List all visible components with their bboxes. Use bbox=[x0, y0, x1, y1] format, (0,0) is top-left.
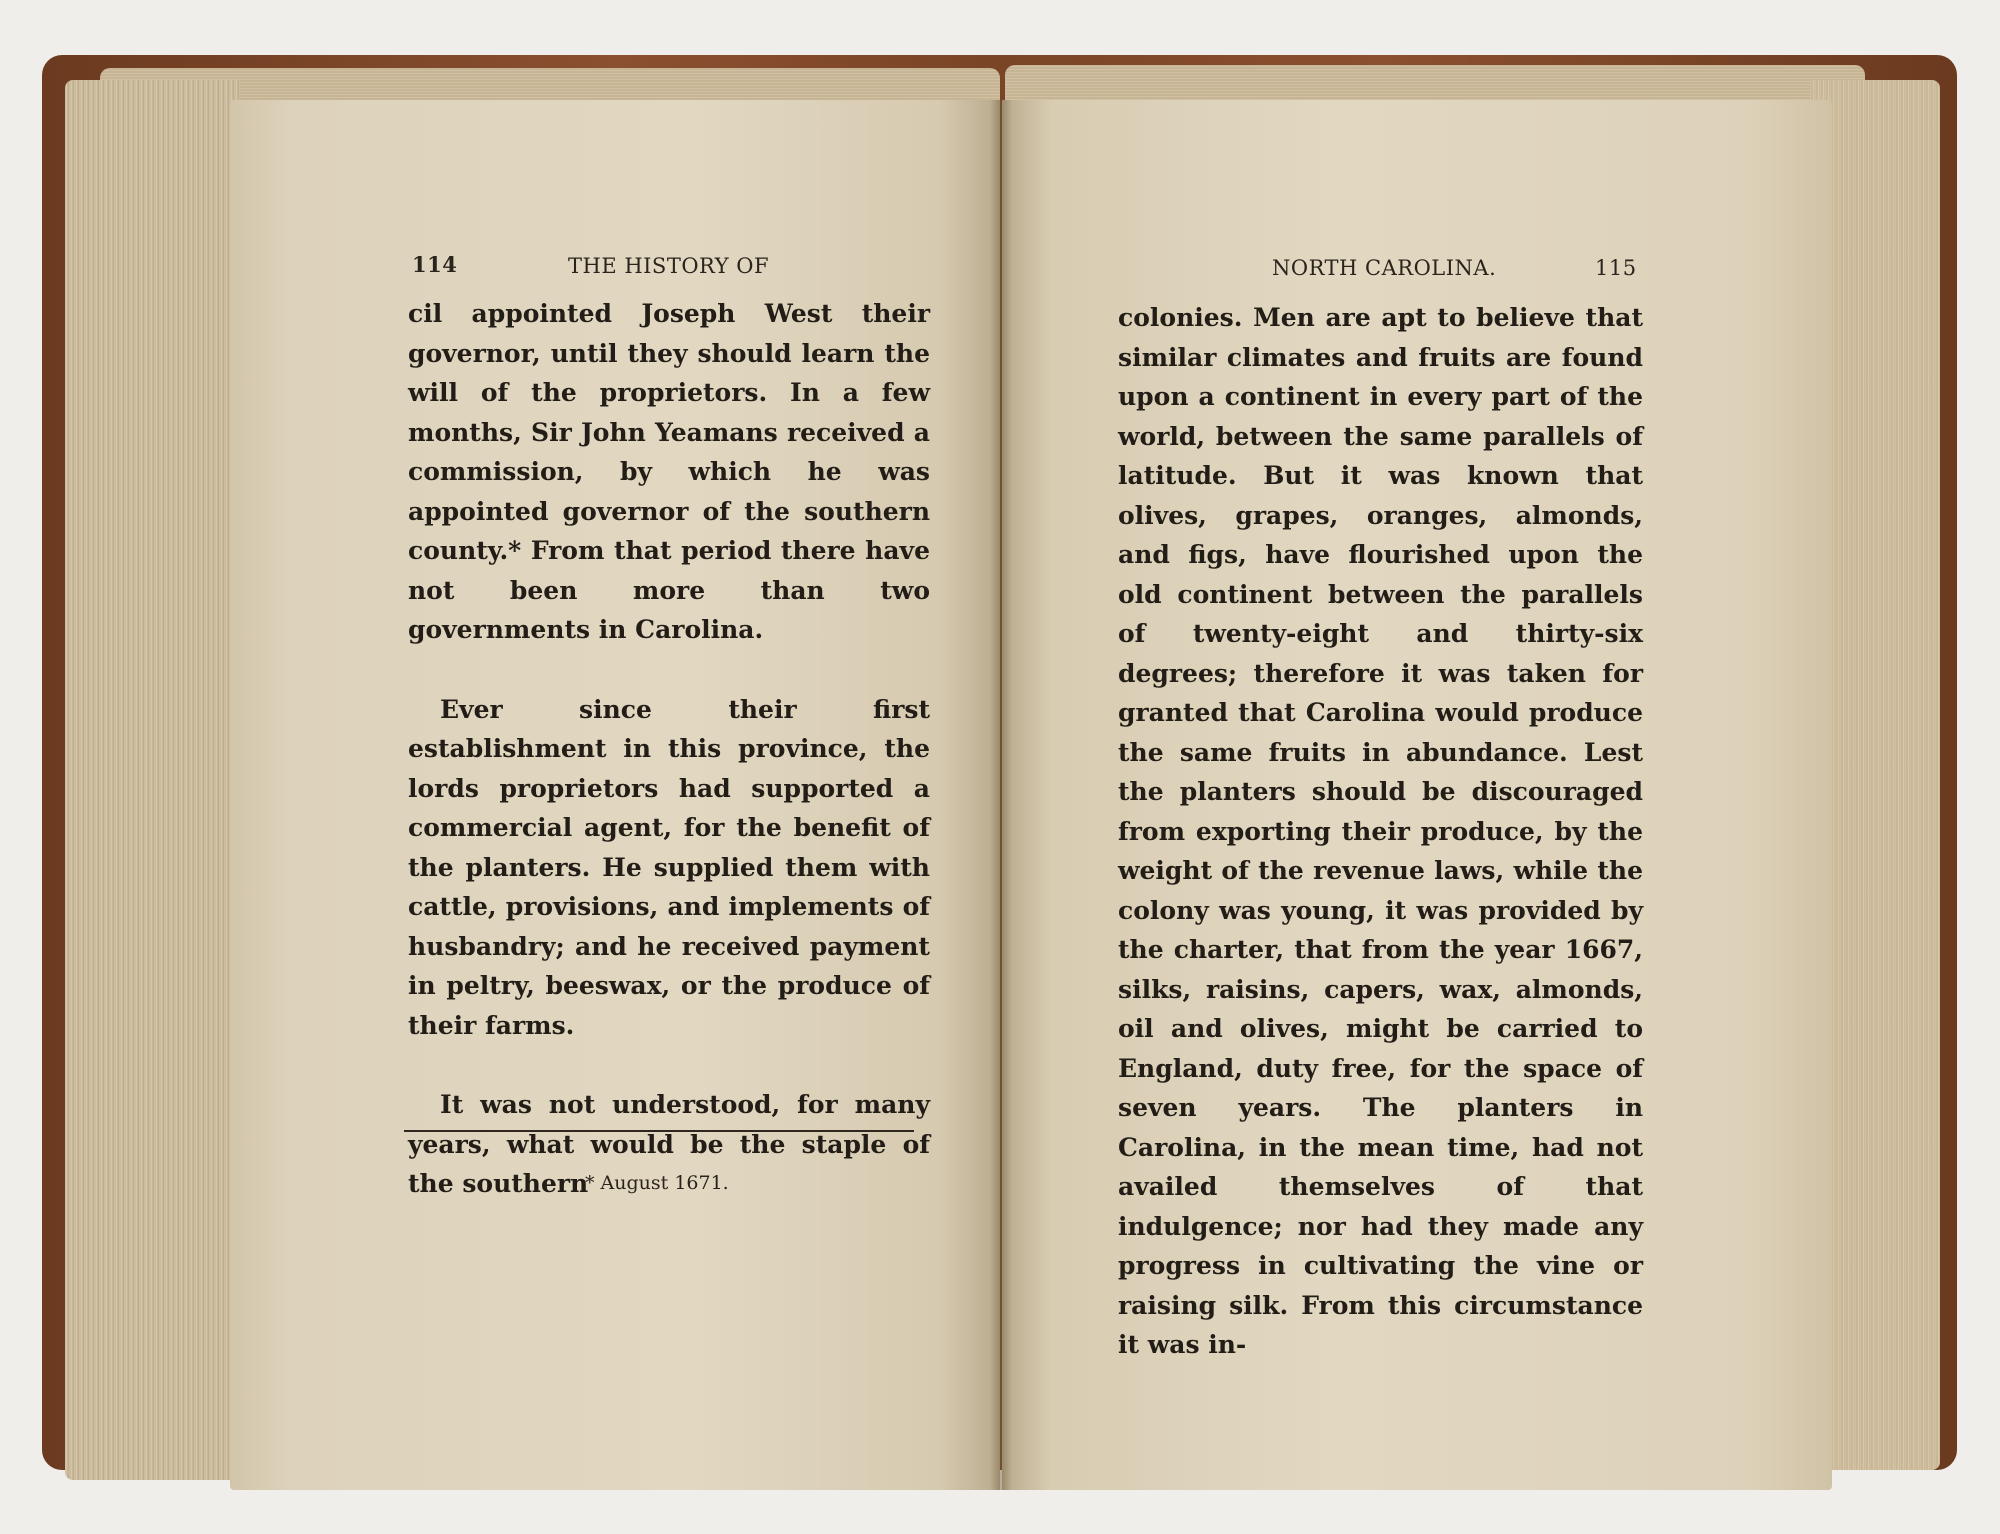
right-page-number: 115 bbox=[1595, 256, 1637, 280]
footnote-rule bbox=[404, 1130, 914, 1132]
page-edges-left bbox=[65, 80, 240, 1480]
left-running-head: THE HISTORY OF bbox=[568, 254, 770, 278]
right-running-head: NORTH CAROLINA. bbox=[1272, 256, 1497, 280]
left-paragraph-1: cil appointed Joseph West their governor, until they should learn the will of the proprietors. In a few months, Sir John Yeamans received a commission, by which he was appointed governor of the southern county.* From that period there have not been more than two governments in Carolina. bbox=[408, 299, 930, 644]
left-paragraph-3: It was not understood, for many years, what would be the staple of the southern bbox=[408, 1090, 930, 1198]
book-gutter bbox=[990, 100, 1012, 1490]
left-page-body bbox=[408, 294, 930, 1204]
left-page-number: 114 bbox=[412, 252, 458, 277]
right-page-body bbox=[1118, 298, 1643, 1365]
footnote: * August 1671. bbox=[585, 1172, 729, 1194]
left-paragraph-2: Ever since their first establishment in this province, the lords proprietors had supported a commercial agent, for the benefit of the planters. He supplied them with cattle, provisions, and implements of husbandry; and he received payment in peltry, beeswax, or the produce of their farms. bbox=[408, 694, 930, 1040]
right-paragraph-1: colonies. Men are apt to believe that similar climates and fruits are found upon a continent in every part of the world, between the same parallels of latitude. But it was known that olives, grapes, oranges, almonds, and figs, have flourished upon the old continent between the parallels of twenty-eight and thirty-six degrees; therefore it was taken for granted that Carolina would produce the same fruits in abundance. Lest the planters should be discouraged from exporting their produce, by the weight of the revenue laws, while the colony was young, it was provided by the charter, that from the year 1667, silks, raisins, capers, wax, almonds, oil and olives, might be carried to England, duty free, for the space of seven years. The planters in Carolina, in the mean time, had not availed themselves of that indulgence; nor had they made any progress in cultivating the vine or raising silk. From this circumstance it was in- bbox=[1118, 303, 1643, 1359]
